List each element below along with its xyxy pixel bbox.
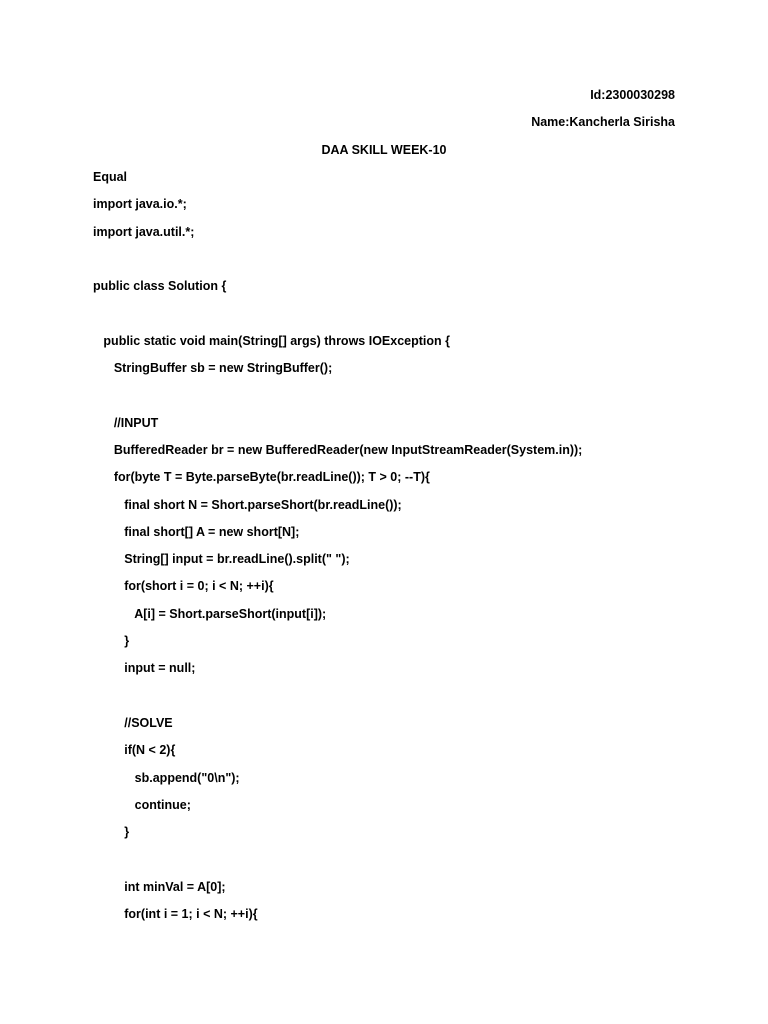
code-listing [93,170,713,934]
code-line: sb.append("0\n"); [93,770,240,785]
code-line: if(N < 2){ [93,743,176,758]
code-line: } [93,825,130,840]
student-id: Id:2300030298 [590,88,675,102]
code-line [93,252,713,279]
code-line: final short N = Short.parseShort(br.readLine()); [93,497,402,512]
code-line [93,852,713,879]
code-line [93,306,713,333]
code-line: for(byte T = Byte.parseByte(br.readLine()); T > 0; --T){ [93,470,430,485]
code-line: continue; [93,797,191,812]
code-line: StringBuffer sb = new StringBuffer(); [93,361,333,376]
code-line: A[i] = Short.parseShort(input[i]); [93,606,327,621]
code-line: String[] input = br.readLine().split(" "); [93,552,350,567]
code-line [93,388,713,415]
code-line: //INPUT [93,415,159,430]
code-line: } [93,634,130,649]
document-title: DAA SKILL WEEK-10 [321,143,447,157]
code-line: final short[] A = new short[N]; [93,524,300,539]
code-line: public static void main(String[] args) throws IOException { [93,333,450,348]
code-line: for(short i = 0; i < N; ++i){ [93,579,274,594]
code-line: for(int i = 1; i < N; ++i){ [93,907,258,922]
code-line [93,689,713,716]
code-line: BufferedReader br = new BufferedReader(new InputStreamReader(System.in)); [93,442,583,457]
student-name: Name:Kancherla Sirisha [531,115,675,129]
code-line: int minVal = A[0]; [93,879,226,894]
code-line: public class Solution { [93,279,227,294]
code-line: input = null; [93,661,196,676]
code-line: Equal [93,170,128,184]
code-line: import java.util.*; [93,224,195,239]
code-line: import java.io.*; [93,197,187,212]
code-line: //SOLVE [93,715,173,730]
